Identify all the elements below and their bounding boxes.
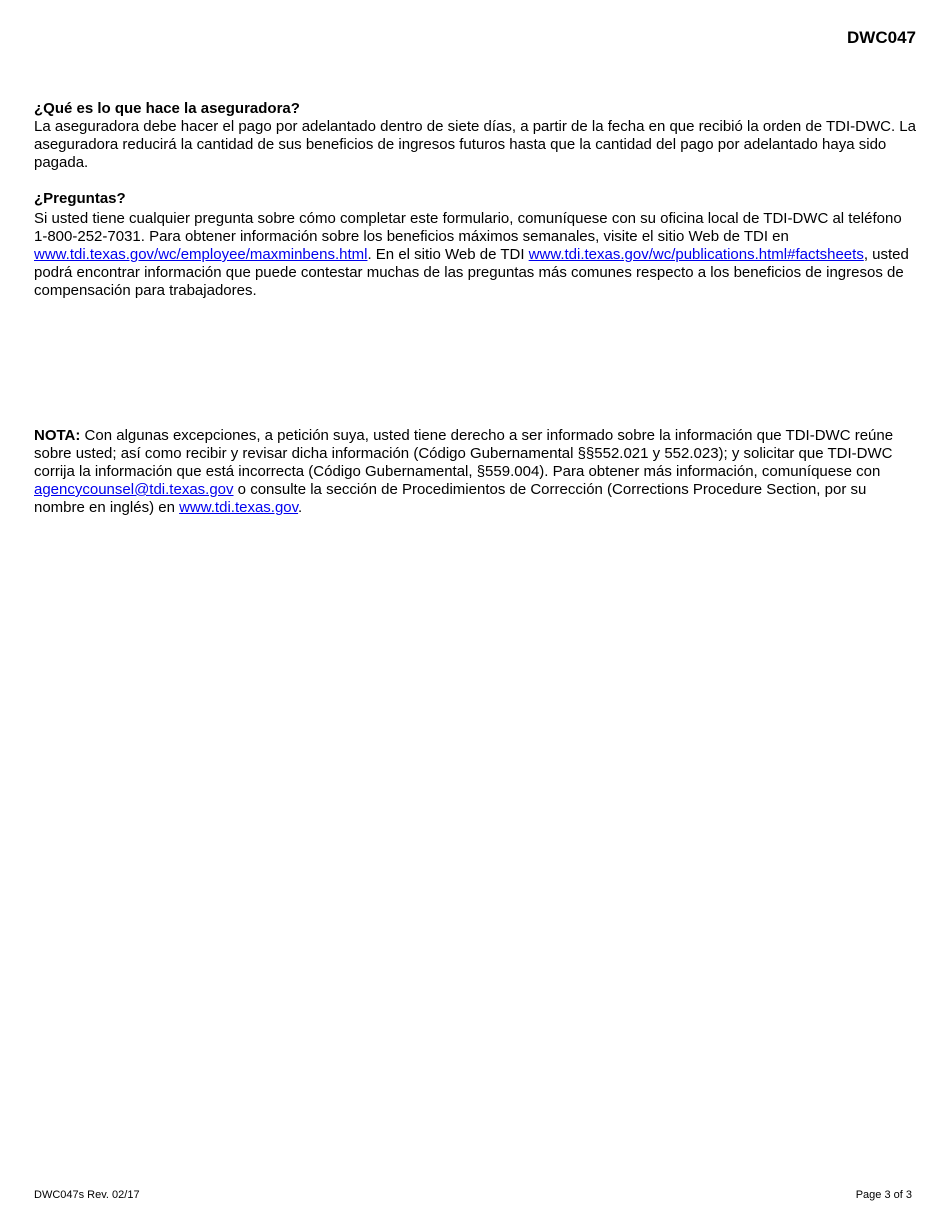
note-text-3: . [298,499,303,516]
factsheets-link[interactable]: www.tdi.texas.gov/wc/publications.html#factsheets [528,246,864,263]
questions-body [34,210,919,300]
questions-heading: ¿Preguntas? [34,190,126,207]
footer-page-number: Page 3 of 3 [855,1189,912,1201]
questions-text-2: . En el sitio Web de TDI [367,246,529,263]
maxminbens-link[interactable]: www.tdi.texas.gov/wc/employee/maxminbens.html [34,246,368,263]
tdi-website-link[interactable]: www.tdi.texas.gov [179,499,299,516]
document-body [34,100,919,517]
insurer-section [34,100,919,172]
footer-revision: DWC047s Rev. 02/17 [34,1189,140,1201]
insurer-body: La aseguradora debe hacer el pago por adelantado dentro de siete días, a partir de la fecha en que recibió la orden de TDI-DWC. La aseguradora reducirá la cantidad de sus beneficios de ingresos futuros hasta que la cantidad del pago por adelantado haya sido pagada. [34,118,916,171]
insurer-heading: ¿Qué es lo que hace la aseguradora? [34,100,300,117]
note-label: NOTA: [34,427,81,444]
note-text-1: Con algunas excepciones, a petición suya, usted tiene derecho a ser informado sobre la información que TDI-DWC reúne sobre usted; así como recibir y revisar dicha información (Código Gubernamental §§552.021 y 552.023); y solicitar que TDI-DWC corrija la información que está incorrecta (Código Gubernamental, §559.004). Para obtener más información, comuníquese con [34,427,894,480]
note-section [34,427,919,517]
questions-text-3: , usted podrá encontrar información que puede contestar muchas de las preguntas más comunes respecto a los beneficios de ingresos de compensación para trabajadores. [34,246,909,299]
form-code: DWC047 [847,28,916,47]
questions-text-1: Si usted tiene cualquier pregunta sobre cómo completar este formulario, comuníquese con su oficina local de TDI-DWC al teléfono 1-800-252-7031. Para obtener información sobre los beneficios máximos semanales, visite el sitio Web de TDI en [34,210,902,245]
questions-section [34,190,919,300]
note-text-2: o consulte la sección de Procedimientos de Corrección (Corrections Procedure Section, por su nombre en inglés) en [34,481,867,516]
agency-counsel-email-link[interactable]: agencycounsel@tdi.texas.gov [34,481,234,498]
note-body [34,427,919,517]
